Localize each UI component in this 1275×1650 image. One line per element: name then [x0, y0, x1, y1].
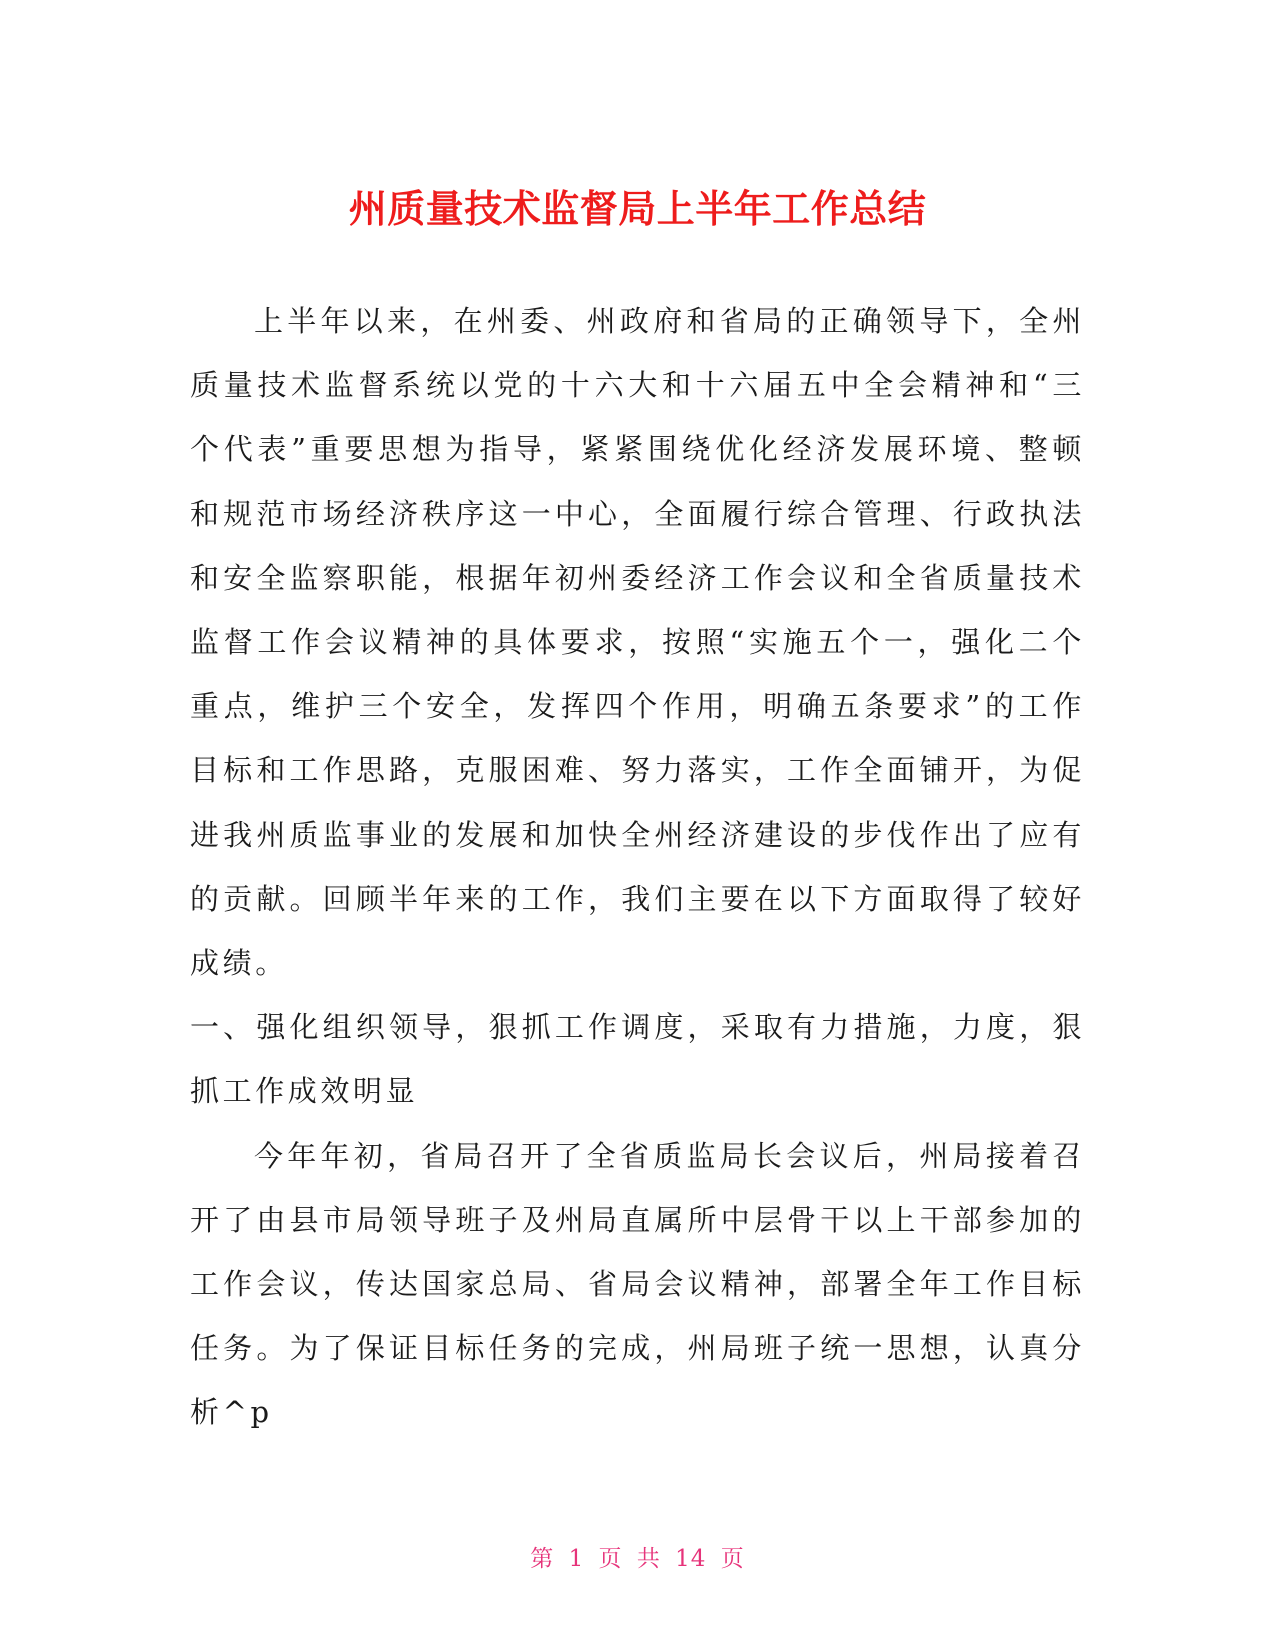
body-paragraph-section-1: 今年年初，省局召开了全省质监局长会议后，州局接着召开了由县市局领导班子及州局直属所中层骨干以上干部参加的工作会议，传达国家总局、省局会议精神，部署全年工作目标任务。为了保证目标任务的完成，州局班子统一思想，认真分析^p	[190, 1138, 1085, 1430]
body-paragraph-intro: 上半年以来，在州委、州政府和省局的正确领导下，全州质量技术监督系统以党的十六大和十六届五中全会精神和“三个代表”重要思想为指导，紧紧围绕优化经济发展环境、整顿和规范市场经济秩序这一中心，全面履行综合管理、行政执法和安全监察职能，根据年初州委经济工作会议和全省质量技术监督工作会议精神的具体要求，按照“实施五个一，强化二个重点，维护三个安全，发挥四个作用，明确五条要求”的工作目标和工作思路，克服困难、努力落实，工作全面铺开，为促进我州质监事业的发展和加快全州经济建设的步伐作出了应有的贡献。回顾半年来的工作，我们主要在以下方面取得了较好成绩。	[190, 304, 1085, 981]
page-number-footer: 第 1 页 共 14 页	[530, 1546, 745, 1572]
section-heading-1: 一、强化组织领导，狠抓工作调度，采取有力措施，力度，狠抓工作成效明显	[190, 1010, 1085, 1109]
document-body	[190, 289, 1085, 1445]
document-title: 州质量技术监督局上半年工作总结	[348, 187, 927, 232]
